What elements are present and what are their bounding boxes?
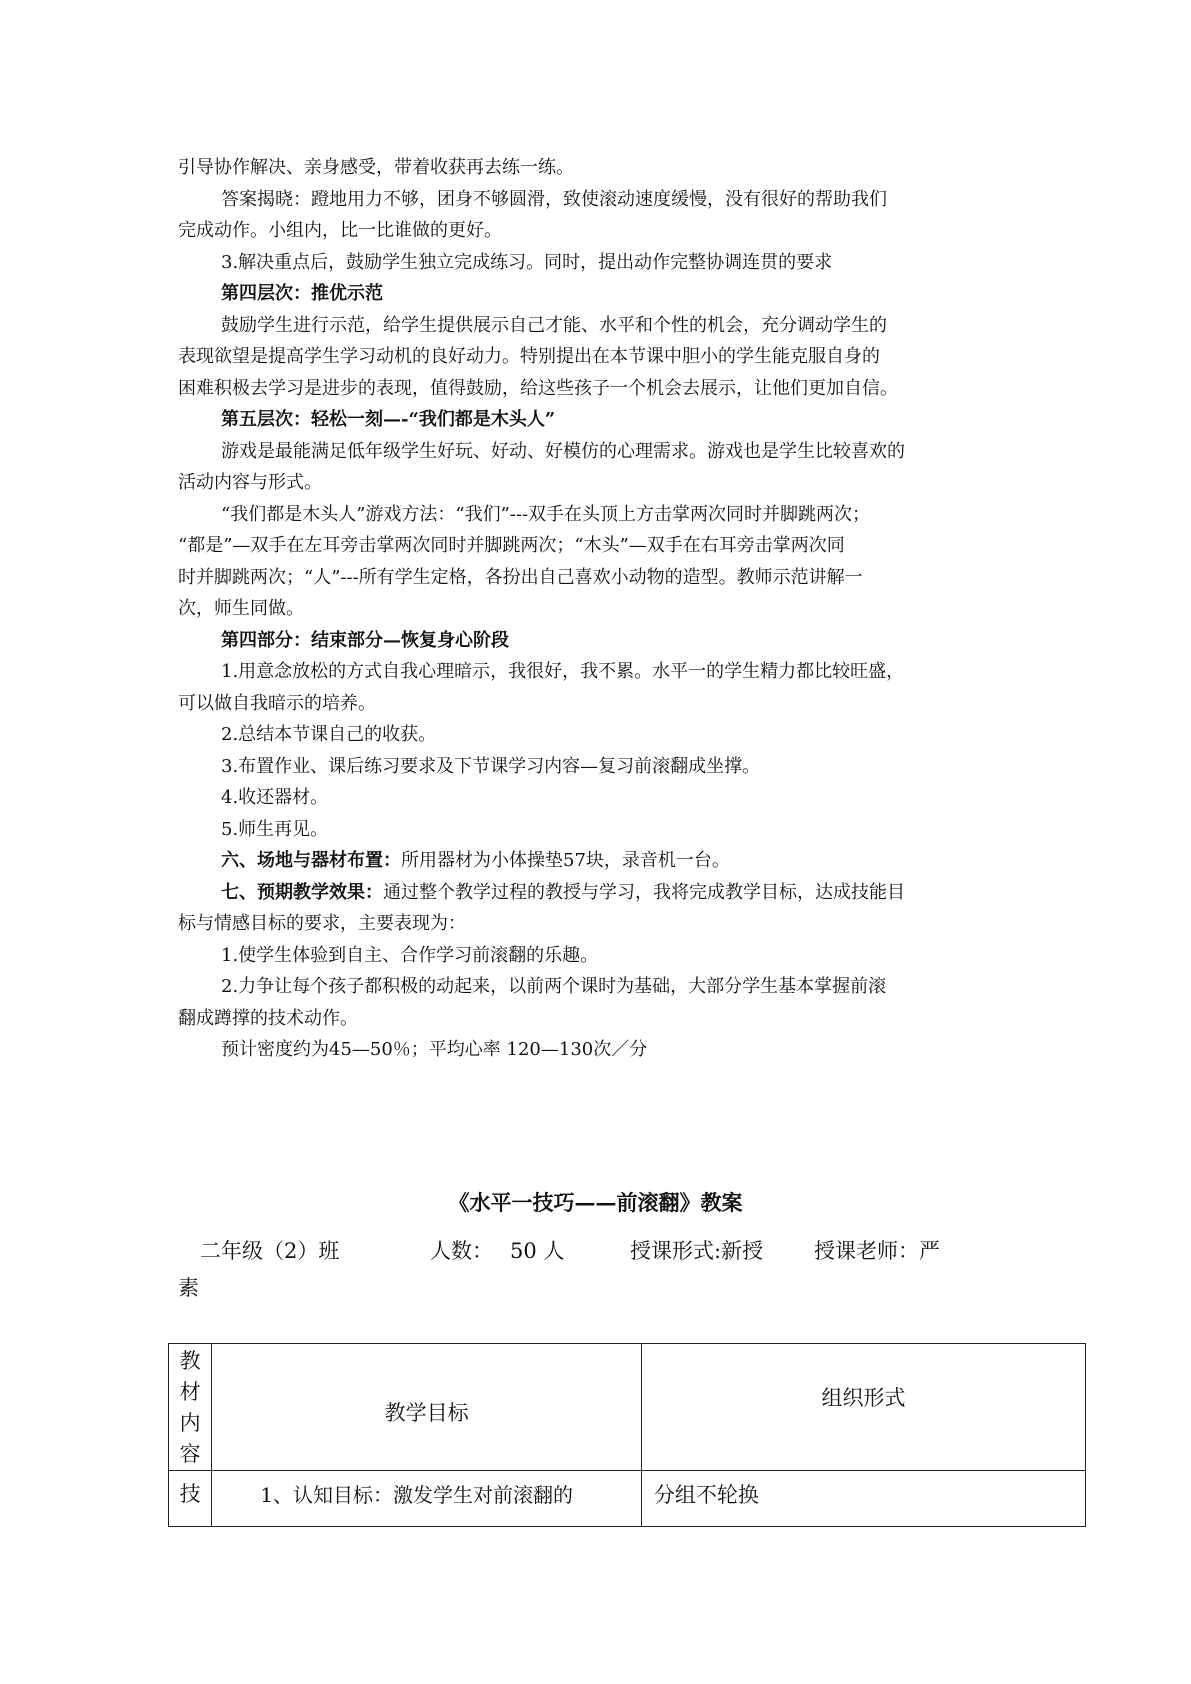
table-row — [169, 1471, 1086, 1527]
student-count-value: 50 人 — [510, 1239, 565, 1263]
paragraph-line: 引导协作解决、亲身感受，带着收获再去练一练。 — [178, 157, 574, 178]
paragraph-line: 2.总结本节课自己的收获。 — [221, 724, 437, 745]
paragraph-line: 鼓励学生进行示范，给学生提供展示自己才能、水平和个性的机会，充分调动学生的 — [221, 314, 887, 336]
paragraph-line: 标与情感目标的要求，主要表现为： — [178, 913, 466, 934]
paragraph-line: 困难积极去学习是进步的表现，值得鼓励，给这些孩子一个机会去展示，让他们更加自信。 — [178, 377, 898, 399]
section-label: 六、场地与器材布置： — [221, 850, 401, 871]
header-organization-cell: 组织形式 — [641, 1344, 1085, 1471]
paragraph-line: 完成动作。小组内，比一比谁做的更好。 — [178, 220, 502, 241]
header-goals-cell: 教学目标 — [212, 1344, 642, 1471]
paragraph-line: 活动内容与形式。 — [178, 472, 322, 493]
section-expected-effect — [178, 877, 1018, 909]
student-count-label: 人数： — [430, 1239, 493, 1263]
class-info — [178, 1233, 1018, 1307]
paragraph-line: “我们都是木头人”游戏方法：“我们”---双手在头顶上方击掌两次同时并脚跳两次； — [221, 503, 871, 525]
lesson-plan-title: 《水平一技巧——前滚翻》教案 — [448, 1190, 743, 1215]
paragraph-line: 3.解决重点后，鼓励学生独立完成练习。同时，提出动作完整协调连贯的要求 — [221, 251, 833, 273]
section-text: 所用器材为小体操垫57块，录音机一台。 — [401, 850, 730, 871]
header-char: 内 — [179, 1411, 201, 1435]
lesson-body-text — [178, 152, 1018, 1066]
paragraph-line: 3.布置作业、课后练习要求及下节课学习内容—复习前滚翻成坐撑。 — [221, 755, 761, 777]
teacher-name-continued: 素 — [178, 1276, 199, 1300]
teacher-label: 授课老师：严 — [814, 1239, 940, 1263]
paragraph-line: 答案揭晓：蹬地用力不够，团身不够圆滑，致使滚动速度缓慢，没有很好的帮助我们 — [221, 188, 887, 210]
paragraph-line: 表现欲望是提高学生学习动机的良好动力。特别提出在本节课中胆小的学生能克服自身的 — [178, 346, 880, 367]
section-heading: 第四层次：推优示范 — [221, 283, 383, 304]
row-goals-cell: 1、认知目标：激发学生对前滚翻的 — [212, 1471, 642, 1527]
paragraph-line: 1.使学生体验到自主、合作学习前滚翻的乐趣。 — [221, 944, 599, 966]
section-text: 通过整个教学过程的教授与学习，我将完成教学目标，达成技能目 — [383, 881, 905, 903]
table-header-row — [169, 1344, 1086, 1471]
teaching-form: 授课形式:新授 — [630, 1239, 764, 1263]
section-venue-equipment — [178, 845, 1018, 877]
section-heading: 第四部分：结束部分—恢复身心阶段 — [221, 629, 509, 651]
paragraph-line: 5.师生再见。 — [221, 818, 329, 840]
paragraph-line: 可以做自我暗示的培养。 — [178, 692, 376, 714]
class-label: 二年级（2）班 — [200, 1239, 340, 1263]
header-char: 容 — [179, 1442, 201, 1466]
header-char: 材 — [179, 1380, 201, 1404]
lesson-plan-table — [168, 1343, 1086, 1527]
paragraph-list — [178, 152, 1018, 845]
paragraph-line: 游戏是最能满足低年级学生好玩、好动、好模仿的心理需求。游戏也是学生比较喜欢的 — [221, 440, 905, 462]
row-content-cell: 技 — [169, 1471, 212, 1527]
paragraph-line: 4.收还器材。 — [221, 787, 329, 808]
paragraph-line: 2.力争让每个孩子都积极的动起来，以前两个课时为基础，大部分学生基本掌握前滚 — [221, 976, 887, 997]
paragraph-line: 预计密度约为45—50％；平均心率 120—130次／分 — [221, 1039, 648, 1060]
header-content-cell — [169, 1344, 212, 1471]
paragraph-line: 时并脚跳两次；“人”---所有学生定格，各扮出自己喜欢小动物的造型。教师示范讲解一 — [178, 566, 863, 588]
paragraph-line: “都是”—双手在左耳旁击掌两次同时并脚跳两次；“木头”—双手在右耳旁击掌两次同 — [178, 535, 845, 556]
header-char: 教 — [179, 1349, 201, 1373]
paragraph-line: 翻成蹲撑的技术动作。 — [178, 1007, 358, 1029]
section-heading: 第五层次：轻松一刻—-“我们都是木头人” — [221, 409, 556, 430]
section-label: 七、预期教学效果： — [221, 881, 383, 903]
paragraph-line: 1.用意念放松的方式自我心理暗示，我很好，我不累。水平一的学生精力都比较旺盛， — [221, 661, 905, 682]
paragraph-list-tail — [178, 908, 1018, 1066]
paragraph-line: 次，师生同做。 — [178, 598, 304, 619]
row-organization-cell: 分组不轮换 — [641, 1471, 1085, 1527]
